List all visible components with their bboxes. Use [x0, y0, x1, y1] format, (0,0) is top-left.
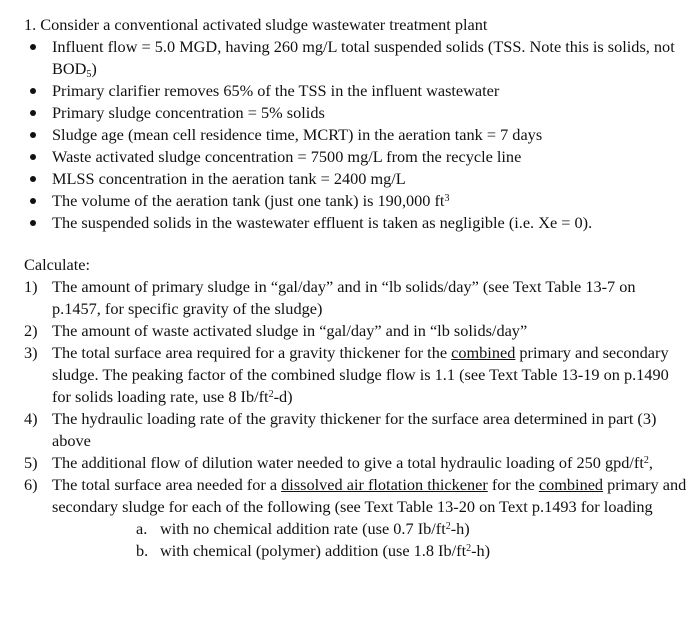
- underlined-term: dissolved air flotation thickener: [281, 475, 488, 494]
- item-number: 1): [24, 277, 38, 296]
- bullet-was-concentration: Waste activated sludge concentration = 7500 mg/L from the recycle line: [24, 146, 688, 168]
- item-number: 5): [24, 453, 38, 472]
- calc-item-2: [24, 320, 688, 342]
- item-text-end: -d): [273, 387, 293, 406]
- calculate-label: Calculate:: [24, 255, 90, 274]
- subscript: 5: [86, 69, 92, 80]
- item-number: 6): [24, 475, 38, 494]
- superscript: 3: [444, 193, 450, 204]
- calc-item-6: [24, 474, 688, 562]
- sub-item-text: with chemical (polymer) addition (use 1.8 Ib/ft: [160, 541, 467, 560]
- bullet-primary-removal: Primary clarifier removes 65% of the TSS in the influent wastewater: [24, 80, 688, 102]
- bullet-sludge-age: Sludge age (mean cell residence time, MCRT) in the aeration tank = 7 days: [24, 124, 688, 146]
- section-gap: [24, 234, 688, 254]
- calc-item-4: [24, 408, 688, 452]
- item-text: The amount of primary sludge in “gal/day” and in “lb solids/day” (see Text Table 13-7 on p.1457, for specific gravity of the sludge): [52, 277, 636, 318]
- item-text: The total surface area required for a gravity thickener for the: [52, 343, 452, 362]
- superscript: 2: [466, 543, 472, 554]
- underlined-term: combined: [538, 475, 604, 494]
- item-number: 4): [24, 409, 38, 428]
- item-text-end: primary and secondary sludge for each of the following (see Text Table 13-20 on Text p.1493 for loading: [52, 475, 687, 516]
- calc-item-3: [24, 342, 688, 408]
- underlined-term: combined: [451, 343, 516, 362]
- bullet-sludge-concentration: Primary sludge concentration = 5% solids: [24, 102, 688, 124]
- item-number: 3): [24, 343, 38, 362]
- sub-list: [52, 518, 688, 562]
- bullet-effluent: The suspended solids in the wastewater effluent is taken as negligible (i.e. Xe = 0).: [24, 212, 688, 234]
- calc-item-5: [24, 452, 688, 474]
- item-text: The amount of waste activated sludge in “gal/day” and in “lb solids/day”: [52, 321, 528, 340]
- item-text-mid: for the: [487, 475, 539, 494]
- bullet-text: Influent flow = 5.0 MGD, having 260 mg/L total suspended solids (TSS. Note this is solids, not BOD: [52, 37, 675, 78]
- item-number: 2): [24, 321, 38, 340]
- item-text: The hydraulic loading rate of the gravity thickener for the surface area determined in part (3) above: [52, 409, 657, 450]
- item-text-end: ,: [648, 453, 653, 472]
- item-text: The additional flow of dilution water needed to give a total hydraulic loading of 250 gpd/ft: [52, 453, 644, 472]
- item-text: The total surface area needed for a: [52, 475, 282, 494]
- sub-item-a: [52, 518, 688, 540]
- bullet-text-end: ): [91, 59, 97, 78]
- given-list: [24, 36, 688, 234]
- superscript: 2: [445, 521, 451, 532]
- bullet-mlss: MLSS concentration in the aeration tank = 2400 mg/L: [24, 168, 688, 190]
- calc-item-1: [24, 276, 688, 320]
- bullet-influent: [24, 36, 688, 80]
- calculate-list: [24, 276, 688, 562]
- bullet-tank-volume: [24, 190, 688, 212]
- sub-item-letter: b.: [136, 541, 149, 560]
- superscript: 2: [643, 455, 649, 466]
- sub-item-letter: a.: [136, 519, 148, 538]
- sub-item-text-end: -h): [471, 541, 491, 560]
- sub-item-text-end: -h): [450, 519, 470, 538]
- sub-item-b: [52, 540, 688, 562]
- bullet-text: The volume of the aeration tank (just one tank) is 190,000 ft: [52, 191, 445, 210]
- sub-item-text: with no chemical addition rate (use 0.7 Ib/ft: [160, 519, 446, 538]
- item-text-mid: primary and secondary sludge. The peaking factor of the combined sludge flow is 1.1 (see Text Table 13-19 on p.1490 for solids loading rate, use 8 Ib/ft: [52, 343, 669, 406]
- superscript: 2: [268, 389, 274, 400]
- problem-heading: 1. Consider a conventional activated sludge wastewater treatment plant: [24, 15, 488, 34]
